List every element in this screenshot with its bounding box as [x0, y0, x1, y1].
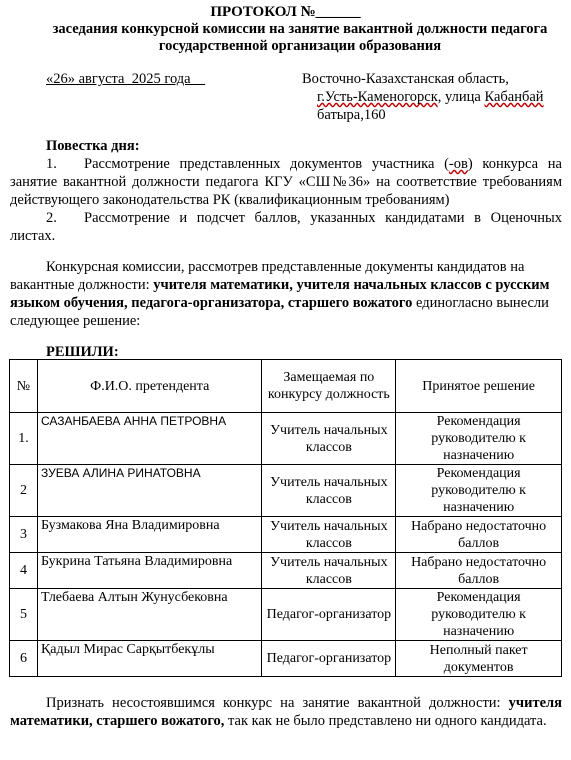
table-row — [10, 413, 562, 465]
row-number: 3 — [10, 517, 38, 553]
table-row — [10, 517, 562, 553]
conclusion-text-a: Признать несостоявшимся конкурс на занятие вакантной должности: — [46, 695, 509, 711]
agenda-item-1-text-b: ) конкурса на занятие вакантной должности педагога КГУ «СШ№36» на соответствие требованиям действующего законодательства РК (квалификационным требованиям) — [10, 156, 562, 208]
agenda-item-1-number: 1. — [46, 156, 57, 172]
agenda-item-2 — [10, 209, 562, 245]
candidate-name: Тлебаева Алтын Жунусбековна — [37, 589, 262, 641]
table-row — [10, 589, 562, 641]
row-number: 2 — [10, 465, 38, 517]
candidate-name: ЗУЕВА АЛИНА РИНАТОВНА — [37, 465, 262, 517]
header-position: Замещаемая по конкурсу должность — [262, 360, 396, 413]
row-number: 6 — [10, 641, 38, 677]
header-number: № — [10, 360, 38, 413]
agenda-item-1 — [10, 155, 562, 209]
protocol-title: ПРОТОКОЛ №______ — [210, 4, 361, 20]
header-name: Ф.И.О. претендента — [37, 360, 262, 413]
candidate-position: Педагог-организатор — [262, 641, 396, 677]
intro-paragraph — [10, 258, 562, 330]
row-number: 5 — [10, 589, 38, 641]
candidate-decision: Рекомендация руководителю к назначению — [396, 413, 562, 465]
table-header-row — [10, 360, 562, 413]
place-street-name: Кабанбай — [484, 89, 544, 105]
candidate-decision: Рекомендация руководителю к назначению — [396, 465, 562, 517]
table-row — [10, 465, 562, 517]
intro-text-bold: учителя математики, учителя начальных классов с русским языком обучения, педагога-организатора, старшего вожатого — [10, 277, 550, 311]
protocol-date: «26» августа 2025 года — [46, 71, 206, 87]
row-number: 1. — [10, 413, 38, 465]
agenda-item-2-number: 2. — [46, 210, 57, 226]
intro-text-a: Конкурсная комиссии, рассмотрев представленные документы кандидатов на вакантные должности: — [10, 259, 525, 293]
place-region: Восточно-Казахстанская область, — [302, 71, 509, 87]
candidate-position: Учитель начальных классов — [262, 517, 396, 553]
place-city: г.Усть-Каменогорск — [317, 89, 438, 105]
candidate-decision: Набрано недостаточно баллов — [396, 553, 562, 589]
protocol-subtitle: заседания конкурсной комиссии на занятие вакантной должности педагога государственной организации образования — [52, 21, 548, 54]
candidate-position: Учитель начальных классов — [262, 465, 396, 517]
resolved-title: РЕШИЛИ: — [46, 344, 119, 360]
agenda-item-1-text-ov: -ов — [448, 156, 468, 172]
row-number: 4 — [10, 553, 38, 589]
agenda-title: Повестка дня: — [46, 138, 140, 154]
intro-text-b: единогласно вынесли следующее решение: — [10, 295, 549, 329]
candidate-name: Қадыл Мирас Сарқытбекұлы — [37, 641, 262, 677]
candidate-decision: Рекомендация руководителю к назначению — [396, 589, 562, 641]
agenda-item-1-text-a: Рассмотрение представленных документов участника ( — [84, 156, 449, 172]
candidate-name: Букрина Татьяна Владимировна — [37, 553, 262, 589]
table-row — [10, 553, 562, 589]
conclusion-text-b: так как не было представлено ни одного кандидата. — [224, 713, 547, 729]
candidate-name: Бузмакова Яна Владимировна — [37, 517, 262, 553]
candidate-position: Учитель начальных классов — [262, 553, 396, 589]
candidate-decision: Неполный пакет документов — [396, 641, 562, 677]
agenda-item-2-text: Рассмотрение и подсчет баллов, указанных кандидатами в Оценочных листах. — [10, 210, 562, 244]
candidate-position: Педагог-организатор — [262, 589, 396, 641]
candidate-decision: Набрано недостаточно баллов — [396, 517, 562, 553]
candidate-position: Учитель начальных классов — [262, 413, 396, 465]
place-building: батыра,160 — [317, 107, 386, 123]
conclusion-paragraph — [10, 694, 562, 730]
place-street: , улица — [437, 89, 485, 105]
candidate-name: САЗАНБАЕВА АННА ПЕТРОВНА — [37, 413, 262, 465]
place-address — [302, 88, 562, 106]
table-row — [10, 641, 562, 677]
decision-table — [9, 359, 562, 677]
protocol-place — [302, 70, 562, 124]
header-decision: Принятое решение — [396, 360, 562, 413]
conclusion-text-bold: учителя математики, старшего вожатого, — [10, 695, 562, 729]
